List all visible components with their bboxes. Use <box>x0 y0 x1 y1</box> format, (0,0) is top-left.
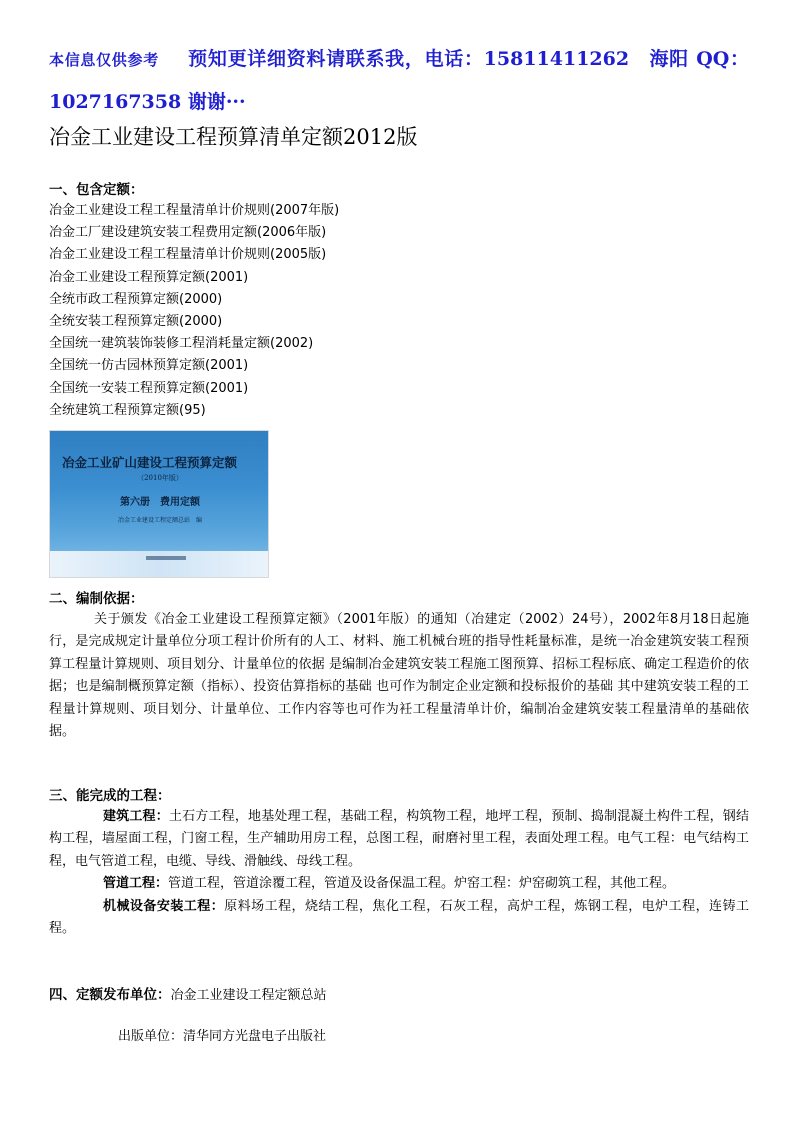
included-quotas-section <box>49 180 749 422</box>
works-group-text: 原料场工程，烧结工程，焦化工程，石灰工程，高炉工程，炼钢工程，电炉工程，连铸工程。 <box>49 898 749 937</box>
notice-lead: 本信息仅供参考 <box>49 51 159 69</box>
quota-list <box>49 200 749 422</box>
contact-notice <box>49 38 749 123</box>
works-group-label: 管道工程： <box>103 876 169 892</box>
list-item: 全统市政工程预算定额(2000) <box>49 291 223 307</box>
list-item: 冶金工厂建设建筑安装工程费用定额(2006年版) <box>49 225 327 241</box>
page-title: 冶金工业建设工程预算清单定额2012版 <box>49 125 418 149</box>
works-group-machinery <box>49 896 749 941</box>
completed-works-section <box>49 786 749 940</box>
section-heading-2: 二、编制依据： <box>49 591 144 607</box>
list-item: 冶金工业建设工程工程量清单计价规则(2007年版) <box>49 203 340 218</box>
book-cover-image <box>49 430 269 578</box>
works-group-text: 土石方工程，地基处理工程，基础工程，构筑物工程，地坪工程，预制、捣制混凝土构件工程，钢结构工程，墙屋面工程，门窗工程，生产辅助用房工程，总图工程，耐磨衬里工程，表面处理工程。电气工程：电气结构工程，电气管道工程，电缆、导线、滑触线、母线工程。 <box>49 809 749 869</box>
cover-title: 冶金工业矿山建设工程预算定额 <box>62 455 238 470</box>
issuing-unit-value: 冶金工业建设工程定额总站 <box>170 988 327 1003</box>
works-group-pipeline <box>49 873 749 895</box>
list-item: 冶金工业建设工程工程量清单计价规则(2005版) <box>49 247 327 263</box>
compilation-basis-text: 关于颁发《冶金工业建设工程预算定额》（2001年版）的通知（冶建定（2002）24号），2002年8月18日起施行，是完成规定计量单位分项工程计价所有的人工、材料、施工机械台班的指导性耗量标准，是统一冶金建筑安装工程预算工程量计算规则、项目划分、计量单位的依据 是编制冶金建筑安装工程施工图预算、招标工程标底、确定工程造价的依据；也是编制概预算定额（指标）、投资估算指标的基础 也可作为制定企业定额和投标报价的基础 其中建筑安装工程的工程量计算规则、项目划分、计量单位、工作内容等也可作为衽工程量清单计价，编制冶金建筑安装工程量清单的基础依据。 <box>49 612 749 740</box>
section-heading-4: 四、定额发布单位： <box>49 987 171 1003</box>
section-heading-3: 三、能完成的工程： <box>49 788 171 804</box>
publisher-logo-icon <box>146 555 186 561</box>
issuing-unit-section <box>49 985 327 1006</box>
works-group-label: 机械设备安装工程： <box>103 898 225 914</box>
cover-editor: 冶金工业建设工程定额总站 编 <box>117 517 202 524</box>
cover-edition: （2010年版） <box>137 474 183 482</box>
works-group-label: 建筑工程： <box>103 809 169 824</box>
list-item: 全国统一安装工程预算定额(2001) <box>49 380 249 396</box>
publisher-line: 出版单位：清华同方光盘电子出版社 <box>118 1029 327 1044</box>
list-item: 全统安装工程预算定额(2000) <box>49 314 223 330</box>
list-item: 全国统一仿古园林预算定额(2001) <box>49 358 249 374</box>
list-item: 冶金工业建设工程预算定额(2001) <box>49 269 249 285</box>
section-heading-1: 一、包含定额： <box>49 182 144 198</box>
compilation-basis-section <box>49 589 749 743</box>
cover-volume: 第六册 费用定额 <box>120 497 200 508</box>
notice-text: 预知更详细资料请联系我，电话：15811411262 海阳 QQ：1027167358 谢谢··· <box>49 48 749 113</box>
works-group-building <box>49 806 749 873</box>
list-item: 全统建筑工程预算定额(95) <box>49 402 206 418</box>
works-group-text: 管道工程，管道涂覆工程，管道及设备保温工程。炉窑工程：炉窑砌筑工程，其他工程。 <box>168 876 676 892</box>
list-item: 全国统一建筑装饰装修工程消耗量定额(2002) <box>49 336 314 352</box>
